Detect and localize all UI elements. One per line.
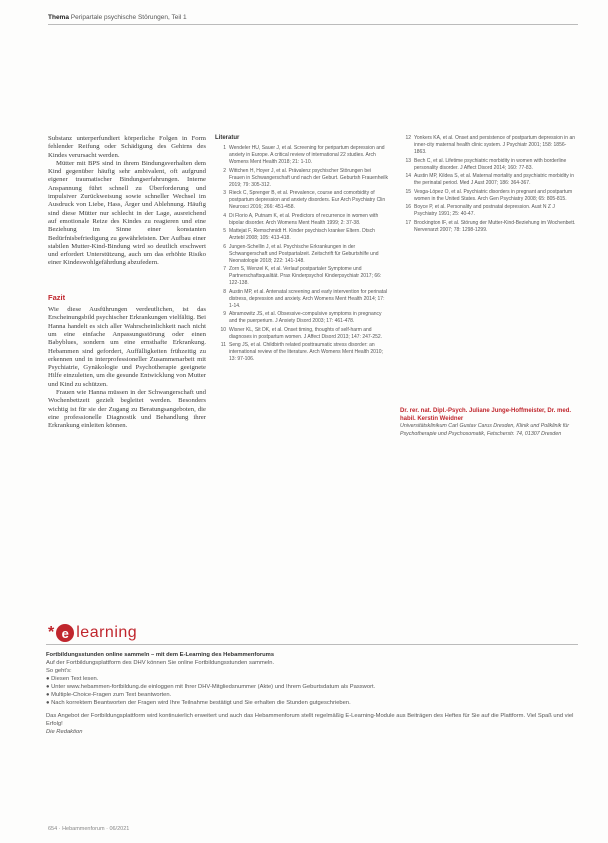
reference-text: Vesga-López O, et al. Psychiatric disorders in pregnant and postpartum women in the United States. Arch Gen Psychiatry 2008; 65: 805-815. <box>414 188 573 202</box>
elearning-step-text: Multiple-Choice-Fragen zum Text beantworten. <box>51 692 172 698</box>
reference-text: Wendeler HU, Sauer J, et al. Screening for peripartum depression and anxiety in Europe. A critical review of international 22 studies. Arch Womens Ment Health 2018; 21: 1-10. <box>229 145 385 165</box>
reference-text: Wisner KL, Sit DK, et al. Onset timing, thoughts of self-harm and diagnoses in postpartum women. J Affect Disord 2013; 147: 247-252. <box>229 326 383 340</box>
reference-item <box>215 266 388 287</box>
reference-item <box>215 213 388 227</box>
page-footer: 654 · Hebammenforum · 06/2021 <box>48 826 130 832</box>
reference-text: Zorn S, Wenzel K, et al. Verlauf postpartaler Symptome und Partnerschaftsqualität. Prax Kinderpsychol Kinderpsychiatr 2017; 66: 122-138. <box>229 266 382 286</box>
elearning-logo <box>48 620 137 646</box>
article-title: Peripartale psychische Störungen, Teil 1 <box>70 14 187 21</box>
reference-number: 17 <box>405 219 411 226</box>
elearning-step <box>46 675 578 683</box>
elearning-note: Das Angebot der Fortbildungsplattform wird kontinuierlich erweitert und auch das Hebammenforum stellt regelmäßig E-Learning-Module aus Beiträgen des Heftes für Sie auf die Plattform. Viel Spaß und viel Erfolg! <box>46 713 574 727</box>
reference-text: Seng JS, et al. Childbirth related posttraumatic stress disorder: an international review of the literature. Arch Womens Ment Health 2010; 13: 97-106. <box>229 342 383 362</box>
elearning-step-text: Diesen Text lesen. <box>51 676 99 682</box>
section-label: Thema <box>48 14 69 21</box>
reference-item <box>215 228 388 242</box>
body-paragraph: Substanz unterperfundiert körperliche Folgen in Form fehlender Reifung oder Schädigung des Gehirns des Kindes verursacht werden. <box>48 135 206 159</box>
elearning-logo-letter: e <box>56 624 74 642</box>
reference-number: 2 <box>223 167 226 174</box>
reference-text: Austin MP, Kildea S, et al. Maternal mortality and psychiatric morbidity in the perinatal period. Med J Aust 2007; 186: 364-367. <box>414 173 574 186</box>
elearning-step <box>46 699 578 707</box>
elearning-heading: Fortbildungsstunden online sammeln – mit dem E-Learning des Hebammenforums <box>46 652 275 658</box>
reference-text: Yonkers KA, et al. Onset and persistence of postpartum depression in an inner-city maternal health clinic system. J Psychiatr 2001; 158: 1856-1863. <box>414 135 576 155</box>
elearning-panel <box>46 644 578 827</box>
reference-item <box>215 244 388 265</box>
reference-item <box>215 145 388 166</box>
reference-number: 4 <box>223 212 226 219</box>
reference-item <box>400 173 578 187</box>
author-affiliation: Universitätsklinikum Carl Gustav Carus Dresden, Klinik und Poliklinik für Psychotherapie und Psychosomatik, Fetscherstr. 74, 01307 Dresden <box>400 423 569 437</box>
bullet-icon: ● <box>46 700 52 706</box>
elearning-signature: Die Redaktion <box>46 729 83 735</box>
reference-number: 15 <box>405 188 411 195</box>
literature-heading: Literatur <box>215 135 240 141</box>
reference-item <box>400 135 578 156</box>
reference-number: 10 <box>220 326 226 333</box>
reference-number: 8 <box>223 288 226 295</box>
author-block <box>400 408 578 438</box>
elearning-logo-word: learning <box>76 624 138 641</box>
reference-text: Bech C, et al. Lifetime psychiatric morbidity in women with borderline personality disorder. J Affect Disord 2014; 160: 77-83. <box>414 157 567 171</box>
fazit-paragraph: Wie diese Ausführungen verdeutlichen, ist das Erscheinungsbild psychischer Erkrankungen vielfältig. Bei Hanna handelt es sich aller Wahrscheinlichkeit nach nicht um eine einfache Anpassungsstörung oder einen Babyblues, sondern um eine ernsthafte Erkrankung. Hebammen sind gefordert, Auffälligkeiten frühzeitig zu erkennen und in interprofessioneller Zusammenarbeit mit Psychiatrie, Gynäkologie und Psychotherapie geeignete Hilfe einzuleiten, um die gesunde Entwicklung von Mutter und Kind zu schützen. <box>48 306 206 388</box>
reference-number: 9 <box>223 311 226 317</box>
reference-item <box>400 204 578 218</box>
reference-item <box>215 190 388 211</box>
reference-item <box>215 311 388 325</box>
reference-number: 16 <box>405 204 411 210</box>
header-rule <box>48 24 578 25</box>
elearning-steps-intro: So geht's: <box>46 668 72 674</box>
reference-number: 6 <box>223 243 226 250</box>
reference-item <box>215 342 388 363</box>
elearning-box <box>38 614 578 824</box>
literature-column-2 <box>400 135 578 235</box>
reference-number: 13 <box>405 157 411 164</box>
body-paragraph: Mütter mit BPS sind in ihrem Bindungsverhalten dem Kind gegenüber häufig sehr ambivalent, oft aufgrund eigener traumatischer Bindungserfahrungen. Interne Anspannung führt schnell zu Überforderung und impulsiver Zurückweisung sowie schneller Wechsel im Ausdruck von Liebe, Hass, Ärger und Ablehnung. Häufig sind diese Mütter nur schlecht in der Lage, ausreichend auf emotionale Reize des Kindes zu reagieren und eine Beziehung im Sinne einer konstanten Bedürfnisbefriedigung zu gewährleisten. Der Aufbau einer stabilen Mutter-Kind-Bindung wird so deutlich erschwert und erfordert Unterstützung, auch um das erhöhte Risiko einer Kindeswohlgefährdung abzufedern. <box>48 159 206 267</box>
reference-text: Austin MP, et al. Antenatal screening and early intervention for perinatal distress, depression and anxiety. Arch Womens Ment Health 2014; 17: 1-14. <box>229 288 388 309</box>
reference-item <box>400 189 578 203</box>
bullet-icon: ● <box>46 684 52 690</box>
reference-number: 3 <box>223 190 226 196</box>
reference-number: 1 <box>223 145 226 151</box>
elearning-step <box>46 683 578 691</box>
reference-item <box>400 158 578 172</box>
reference-item <box>215 289 388 310</box>
reference-text: Jungen-Schellin J, et al. Psychische Erkrankungen in der Schwangerschaft und Postpartalzeit. Zeitschrift für Geburtshilfe und Neonatologie 2018; 222: 141-148. <box>229 243 379 264</box>
elearning-step-text: Nach korrektem Beantworten der Fragen wird Ihre Teilnahme bestätigt und Sie erhalten die Stunden gutgeschrieben. <box>51 700 351 706</box>
elearning-step <box>46 691 578 699</box>
bullet-icon: ● <box>46 676 52 682</box>
body-column <box>48 135 206 431</box>
reference-number: 7 <box>223 266 226 272</box>
asterisk-icon: * <box>48 624 55 641</box>
reference-text: Mattejat F, Remschmidt H. Kinder psychisch kranker Eltern. Dtsch Arztebl 2008; 105: 413-418. <box>229 228 375 241</box>
reference-text: Abramowitz JS, et al. Obsessive-compulsive symptoms in pregnancy and the puerperium. J Anxiety Disord 2003; 17: 461-478. <box>229 311 382 324</box>
reference-text: Wittchen H, Hoyer J, et al. Prävalenz psychischer Störungen bei Frauen in Schwangerschaft und nach der Geburt. Geburtsh Frauenheilk 2019; 79: 305-312. <box>229 167 388 188</box>
reference-number: 11 <box>220 342 226 348</box>
reference-text: Boyce P, et al. Personality and postnatal depression. Aust N Z J Psychiatry 1991; 25: 40-47. <box>414 204 555 217</box>
reference-text: Di Florio A, Putnam K, et al. Predictors of recurrence in women with bipolar disorder. Arch Womens Ment Health 1999; 2: 37-38. <box>229 212 379 226</box>
elearning-step-text: Unter www.hebammen-fortbildung.de einloggen mit Ihrer DHV-Mitgliedsnummer (Akte) und Ihrem Geburtsdatum als Passwort. <box>51 684 376 690</box>
bullet-icon: ● <box>46 692 52 698</box>
literature-column-1 <box>215 135 388 365</box>
reference-number: 5 <box>223 228 226 234</box>
reference-item <box>215 168 388 189</box>
reference-item <box>400 220 578 234</box>
elearning-intro: Auf der Fortbildungsplattform des DHV können Sie online Fortbildungsstunden sammeln. <box>46 660 275 666</box>
author-names: Dr. rer. nat. Dipl.-Psych. Juliane Junge-Hoffmeister, Dr. med. habil. Kerstin Weidner <box>400 408 572 422</box>
reference-text: Rieck C, Sprenger B, et al. Prevalence, course and comorbidity of postpartum depression and anxiety disorders. Eur Arch Psychiatry Clin Neurosci 2016; 266: 451-458. <box>229 190 386 210</box>
running-header <box>48 14 187 21</box>
fazit-heading: Fazit <box>48 292 66 302</box>
reference-text: Brockington IF, et al. Störung der Mutter-Kind-Beziehung im Wochenbett. Nervenarzt 2007; 78: 1298-1299. <box>414 219 576 233</box>
reference-number: 14 <box>405 173 411 179</box>
reference-number: 12 <box>405 135 411 141</box>
fazit-paragraph: Frauen wie Hanna müssen in der Schwangerschaft und Wochenbettzeit gezielt begleitet werden. Besonders wichtig ist für sie der Zugang zu Beratungsangeboten, die eine professionelle Diagnostik und Behandlung ihrer Erkrankung einleiten können. <box>48 389 206 430</box>
reference-item <box>215 327 388 341</box>
